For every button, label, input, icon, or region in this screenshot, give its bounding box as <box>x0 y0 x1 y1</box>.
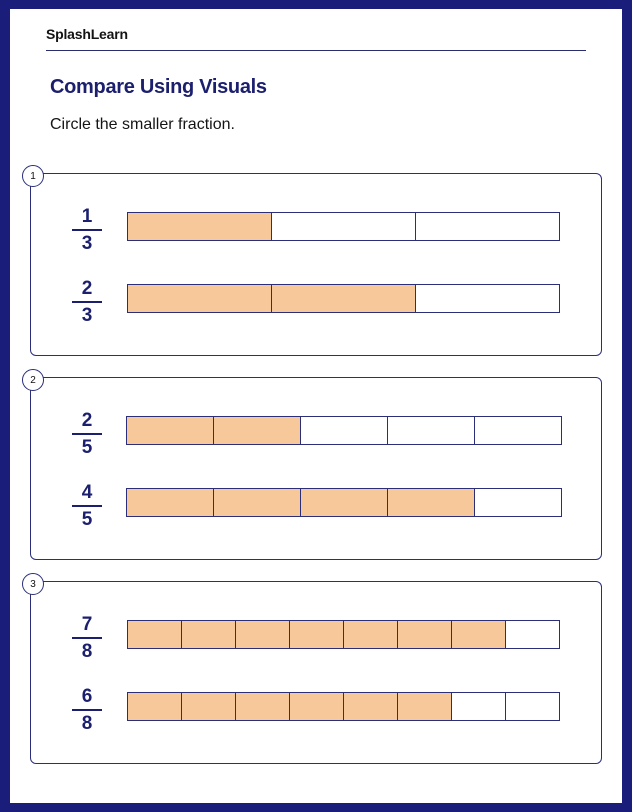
denominator: 5 <box>81 509 93 530</box>
instruction-text: Circle the smaller fraction. <box>50 116 235 133</box>
shaded-part <box>272 285 416 312</box>
shaded-part <box>344 693 398 720</box>
shaded-part <box>398 621 452 648</box>
shaded-part <box>214 417 301 444</box>
shaded-part <box>290 621 344 648</box>
problem-3 <box>30 578 602 764</box>
fraction-1a[interactable] <box>72 207 102 253</box>
problem-number-badge: 3 <box>22 573 44 595</box>
shaded-part <box>236 621 290 648</box>
fraction-bar-2b <box>126 488 562 517</box>
shaded-part <box>452 621 506 648</box>
unshaded-part <box>475 417 561 444</box>
unshaded-part <box>416 285 559 312</box>
unshaded-part <box>506 693 559 720</box>
shaded-part <box>388 489 475 516</box>
denominator: 8 <box>81 713 93 734</box>
denominator: 3 <box>81 305 93 326</box>
shaded-part <box>236 693 290 720</box>
shaded-part <box>128 285 272 312</box>
numerator: 2 <box>81 410 93 431</box>
fraction-2a[interactable] <box>72 411 102 457</box>
shaded-part <box>182 693 236 720</box>
unshaded-part <box>272 213 416 240</box>
worksheet-title: Compare Using Visuals <box>50 76 267 98</box>
problem-number-badge: 2 <box>22 369 44 391</box>
shaded-part <box>128 213 272 240</box>
shaded-part <box>398 693 452 720</box>
shaded-part <box>127 417 214 444</box>
fraction-bar-1b <box>127 284 560 313</box>
shaded-part <box>182 621 236 648</box>
shaded-part <box>344 621 398 648</box>
fraction-2b[interactable] <box>72 483 102 529</box>
fraction-1b[interactable] <box>72 279 102 325</box>
unshaded-part <box>388 417 475 444</box>
fraction-3b[interactable] <box>72 687 102 733</box>
fraction-bar-2a <box>126 416 562 445</box>
denominator: 3 <box>81 233 93 254</box>
worksheet <box>10 9 622 803</box>
problem-2 <box>30 374 602 560</box>
shaded-part <box>128 621 182 648</box>
unshaded-part <box>301 417 388 444</box>
unshaded-part <box>475 489 561 516</box>
shaded-part <box>128 693 182 720</box>
numerator: 4 <box>81 482 93 503</box>
numerator: 6 <box>81 686 93 707</box>
unshaded-part <box>452 693 506 720</box>
shaded-part <box>127 489 214 516</box>
header-divider <box>46 50 586 51</box>
numerator: 7 <box>81 614 93 635</box>
shaded-part <box>301 489 388 516</box>
fraction-bar-3b <box>127 692 560 721</box>
unshaded-part <box>506 621 559 648</box>
numerator: 2 <box>81 278 93 299</box>
problem-1 <box>30 170 602 356</box>
denominator: 5 <box>81 437 93 458</box>
brand-logo: SplashLearn <box>46 26 128 42</box>
unshaded-part <box>416 213 559 240</box>
shaded-part <box>290 693 344 720</box>
fraction-3a[interactable] <box>72 615 102 661</box>
numerator: 1 <box>81 206 93 227</box>
fraction-bar-1a <box>127 212 560 241</box>
fraction-bar-3a <box>127 620 560 649</box>
shaded-part <box>214 489 301 516</box>
problem-number-badge: 1 <box>22 165 44 187</box>
denominator: 8 <box>81 641 93 662</box>
